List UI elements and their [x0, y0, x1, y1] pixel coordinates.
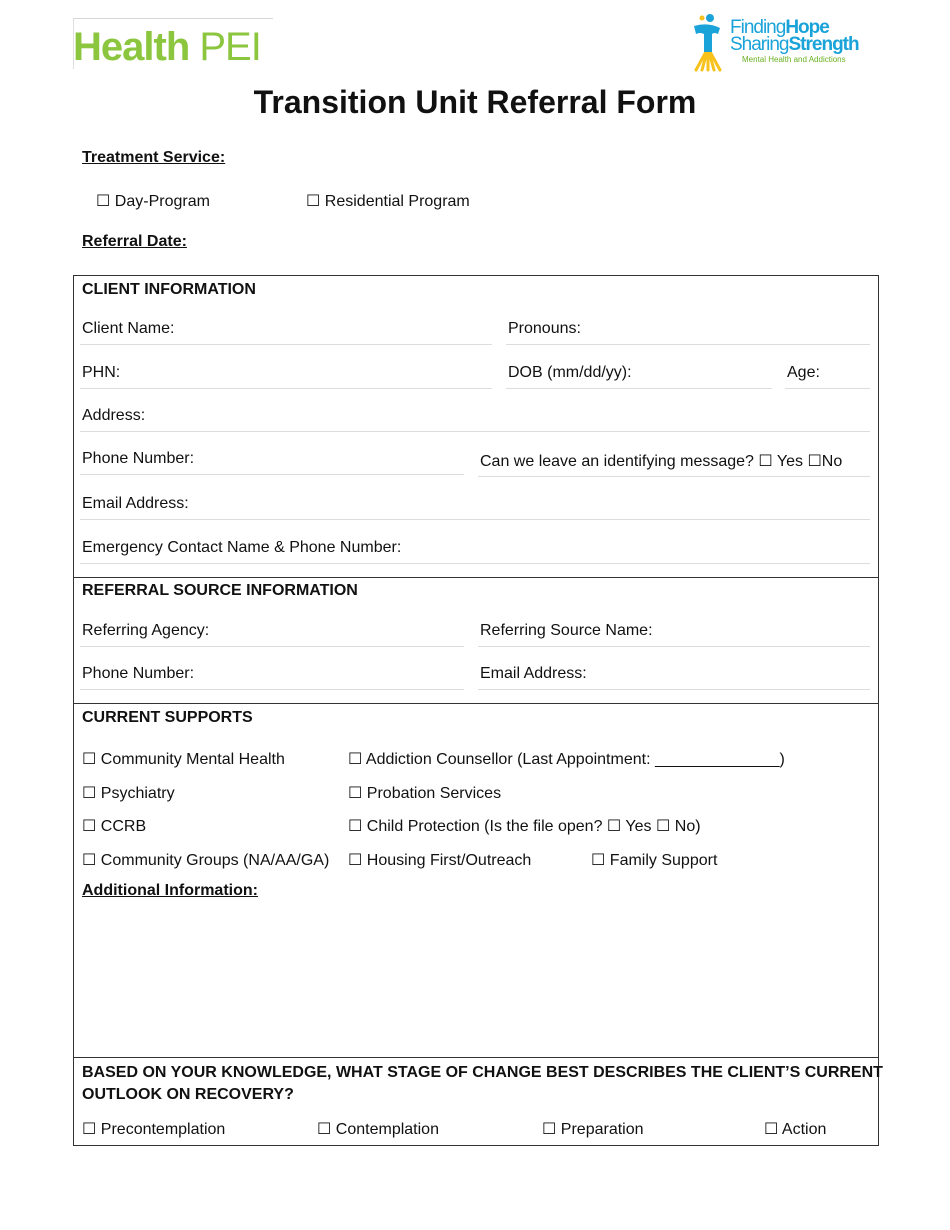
referral-phone-label: Phone Number:: [82, 665, 195, 682]
community-mental-health-checkbox[interactable]: ☐ Community Mental Health: [82, 751, 285, 768]
probation-services-checkbox[interactable]: ☐ Probation Services: [348, 785, 502, 802]
psychiatry-checkbox[interactable]: ☐ Psychiatry: [82, 785, 175, 802]
referral-date-label: Referral Date:: [82, 233, 187, 250]
emergency-contact-label: Emergency Contact Name & Phone Number:: [82, 539, 402, 556]
action-checkbox[interactable]: ☐ Action: [764, 1121, 827, 1138]
section-divider: [73, 1057, 878, 1058]
logo-hope: Hope: [785, 17, 829, 38]
treatment-service-label: Treatment Service:: [82, 149, 226, 166]
current-supports-heading: CURRENT SUPPORTS: [82, 709, 253, 726]
child-protection-checkbox[interactable]: ☐ Child Protection (Is the file open? ☐ Yes ☐ No): [348, 818, 701, 835]
logo-sharing: Sharing: [730, 34, 789, 55]
section-divider: [73, 577, 878, 578]
logo-strength: Strength: [788, 34, 859, 55]
referral-source-heading: REFERRAL SOURCE INFORMATION: [82, 582, 358, 599]
residential-program-checkbox[interactable]: ☐ Residential Program: [306, 193, 470, 210]
ccrb-checkbox[interactable]: ☐ CCRB: [82, 818, 147, 835]
stage-question-line2: OUTLOOK ON RECOVERY?: [82, 1086, 294, 1103]
client-name-label: Client Name:: [82, 320, 175, 337]
client-name-field[interactable]: [80, 344, 492, 345]
finding-hope-logo: [688, 12, 888, 74]
page-title: Transition Unit Referral Form: [253, 84, 697, 120]
identifying-message-field: [478, 476, 870, 477]
health-pei-logo: [73, 18, 273, 69]
phn-label: PHN:: [82, 364, 121, 381]
referring-agency-field[interactable]: [80, 646, 464, 647]
preparation-checkbox[interactable]: ☐ Preparation: [542, 1121, 644, 1138]
client-email-label: Email Address:: [82, 495, 189, 512]
referral-email-field[interactable]: [478, 689, 870, 690]
pronouns-label: Pronouns:: [508, 320, 581, 337]
day-program-checkbox[interactable]: ☐ Day-Program: [96, 193, 210, 210]
age-label: Age:: [787, 364, 820, 381]
dob-field[interactable]: [506, 388, 772, 389]
housing-first-checkbox[interactable]: ☐ Housing First/Outreach: [348, 852, 532, 869]
address-field[interactable]: [80, 431, 870, 432]
additional-information-textarea[interactable]: [80, 906, 870, 1051]
referring-source-name-label: Referring Source Name:: [480, 622, 653, 639]
precontemplation-checkbox[interactable]: ☐ Precontemplation: [82, 1121, 226, 1138]
logo-brand-suffix: PEI: [199, 25, 261, 69]
logo-finding: Finding: [730, 17, 786, 38]
phn-field[interactable]: [80, 388, 492, 389]
community-groups-checkbox[interactable]: ☐ Community Groups (NA/AA/GA): [82, 852, 330, 869]
client-email-field[interactable]: [80, 519, 870, 520]
client-phone-label: Phone Number:: [82, 450, 195, 467]
family-support-checkbox[interactable]: ☐ Family Support: [591, 852, 718, 869]
referring-agency-label: Referring Agency:: [82, 622, 210, 639]
contemplation-checkbox[interactable]: ☐ Contemplation: [317, 1121, 439, 1138]
identifying-message-checkbox[interactable]: Can we leave an identifying message? ☐ Yes ☐No: [480, 453, 843, 470]
addiction-counsellor-checkbox[interactable]: ☐ Addiction Counsellor (Last Appointment: ______________): [348, 751, 785, 768]
client-information-heading: CLIENT INFORMATION: [82, 281, 256, 298]
referral-phone-field[interactable]: [80, 689, 464, 690]
logo-brand: Health: [73, 25, 190, 69]
section-divider: [73, 703, 878, 704]
person-sun-icon: [688, 12, 728, 72]
referring-source-name-field[interactable]: [478, 646, 870, 647]
additional-information-label: Additional Information:: [82, 882, 258, 899]
dob-label: DOB (mm/dd/yy):: [508, 364, 632, 381]
client-phone-field[interactable]: [80, 474, 464, 475]
emergency-contact-field[interactable]: [80, 563, 870, 564]
pronouns-field[interactable]: [506, 344, 870, 345]
address-label: Address:: [82, 407, 146, 424]
stage-question-line1: BASED ON YOUR KNOWLEDGE, WHAT STAGE OF CHANGE BEST DESCRIBES THE CLIENT’S CURRENT: [82, 1064, 883, 1081]
logo-tagline: Mental Health and Addictions: [742, 55, 846, 64]
referral-email-label: Email Address:: [480, 665, 587, 682]
age-field[interactable]: [785, 388, 870, 389]
